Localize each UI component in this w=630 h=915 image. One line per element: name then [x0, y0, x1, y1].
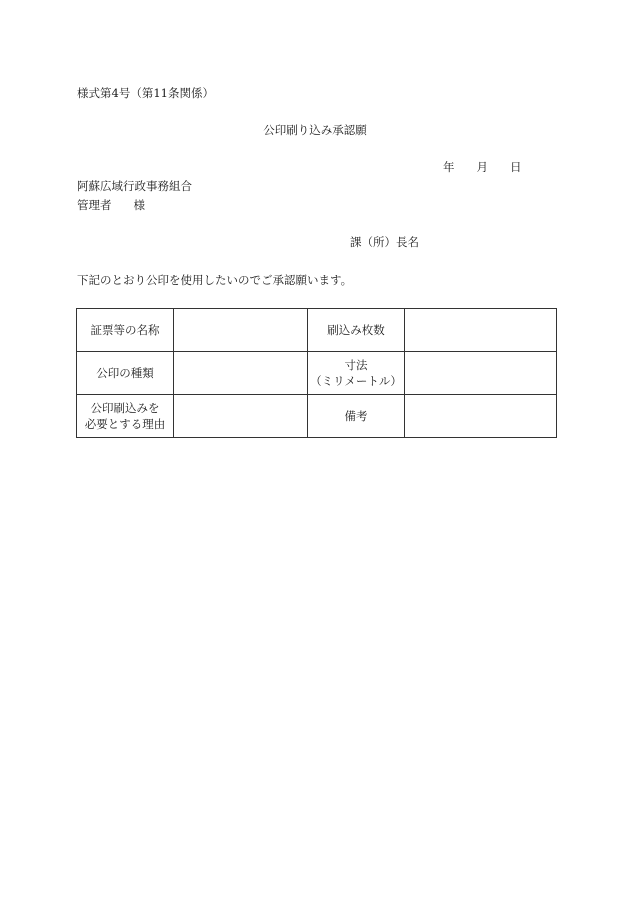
label-remarks: 備考 [308, 395, 405, 438]
label-dimensions-line1: 寸法 [344, 358, 368, 372]
table-row [77, 352, 557, 395]
organization-name: 阿蘇広域行政事務組合 [77, 179, 192, 193]
intro-text: 下記のとおり公印を使用したいのでご承認願います。 [77, 273, 353, 287]
addressee-honorific: 様 [133, 198, 145, 212]
value-reason[interactable] [174, 395, 308, 438]
label-reason [77, 395, 174, 438]
label-dimensions-line2: （ミリメートル） [310, 374, 402, 388]
label-print-count: 刷込み枚数 [308, 309, 405, 352]
form-number: 様式第4号（第11条関係） [77, 86, 214, 100]
date-day: 日 [510, 160, 522, 174]
addressee [77, 197, 145, 213]
label-reason-line1: 公印刷込みを [90, 401, 160, 415]
value-certificate-name[interactable] [174, 309, 308, 352]
date-month: 月 [476, 160, 488, 174]
label-certificate-name: 証票等の名称 [77, 309, 174, 352]
value-seal-type[interactable] [174, 352, 308, 395]
value-dimensions[interactable] [405, 352, 557, 395]
addressee-role: 管理者 [77, 198, 112, 212]
label-seal-type: 公印の種類 [77, 352, 174, 395]
date-year: 年 [443, 160, 455, 174]
table-row [77, 395, 557, 438]
sender-name: 課（所）長名 [350, 235, 419, 249]
value-print-count[interactable] [405, 309, 557, 352]
application-table [76, 308, 557, 438]
value-remarks[interactable] [405, 395, 557, 438]
table-row [77, 309, 557, 352]
label-dimensions [308, 352, 405, 395]
label-reason-line2: 必要とする理由 [84, 417, 166, 431]
document-title: 公印刷り込み承認願 [263, 123, 367, 137]
date-line [443, 159, 522, 175]
